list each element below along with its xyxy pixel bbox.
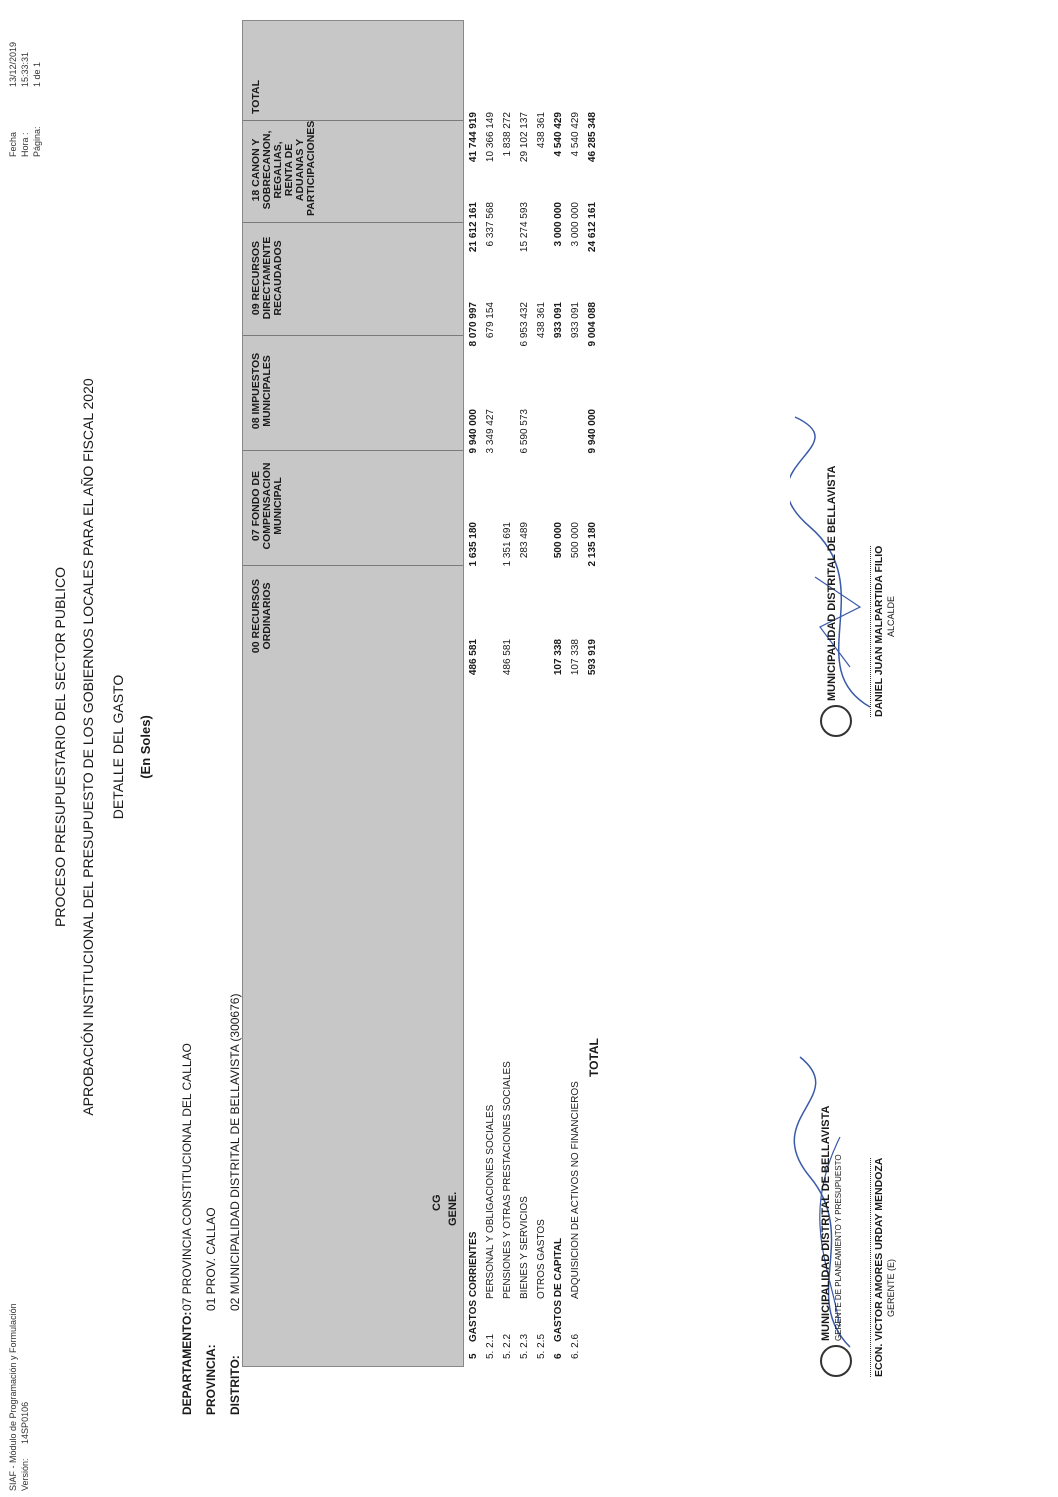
fecha-value: 13/12/2019 <box>8 41 18 87</box>
row-label: PENSIONES Y OTRAS PRESTACIONES SOCIALES <box>502 1061 513 1299</box>
cell-value: 500 000 <box>570 522 581 559</box>
row-label: OTROS GASTOS <box>536 1219 547 1299</box>
cell-value: 933 091 <box>553 302 564 339</box>
col-divider <box>243 565 463 566</box>
pagina-label: Página: <box>32 126 42 157</box>
distrito-label: DISTRITO: <box>228 1355 242 1415</box>
cell-value: 2 135 180 <box>587 522 598 567</box>
row-code: 5. 2.5 <box>536 1333 547 1359</box>
row-code: 5 <box>468 1353 479 1359</box>
left-signature-block <box>790 1037 940 1377</box>
cell-value: 3 000 000 <box>570 202 581 247</box>
row-label: GASTOS CORRIENTES <box>468 1231 479 1342</box>
cell-value: 283 489 <box>519 522 530 559</box>
version-value: 14SP0106 <box>20 1401 30 1444</box>
col-head-07: 07 FONDO DE COMPENSACION MUNICIPAL <box>250 462 284 550</box>
left-sig-org: MUNICIPALIDAD DISTRITAL DE BELLAVISTA <box>820 1105 832 1341</box>
cell-value: 679 154 <box>485 302 496 339</box>
cell-value: 4 540 429 <box>570 112 581 157</box>
cell-value: 593 919 <box>587 639 598 676</box>
distrito-value: 02 MUNICIPALIDAD DISTRITAL DE BELLAVISTA (300676) <box>228 993 242 1311</box>
left-sig-dept: GERENTE DE PLANEAMIENTO Y PRESUPUESTO <box>834 1154 843 1341</box>
cell-value: 46 285 348 <box>587 112 598 163</box>
cell-value: 107 338 <box>570 639 581 676</box>
cell-value: 9 004 088 <box>587 302 598 347</box>
cell-value: 9 940 000 <box>587 409 598 454</box>
cell-value: 438 361 <box>536 302 547 339</box>
cell-value: 8 070 997 <box>468 302 479 347</box>
meta-block <box>8 41 44 157</box>
row-code: 5. 2.2 <box>502 1333 513 1359</box>
cell-value: 15 274 593 <box>519 202 530 253</box>
title-3: DETALLE DEL GASTO <box>110 674 126 820</box>
cell-value: 1 838 272 <box>502 112 513 157</box>
hora-value: 15:33:31 <box>20 51 30 87</box>
cell-value: 6 590 573 <box>519 409 530 454</box>
col-head-09: 09 RECURSOS DIRECTAMENTE RECAUDADOS <box>250 236 284 320</box>
right-sig-role: ALCALDE <box>886 595 896 637</box>
version-label-text: Versión: <box>20 1458 30 1491</box>
title-2: APROBACIÓN INSTITUCIONAL DEL PRESUPUESTO DE LOS GOBIERNOS LOCALES PARA EL AÑO FISCAL 2020 <box>80 378 96 1116</box>
cell-value: 10 366 149 <box>485 112 496 163</box>
row-code: 6 <box>553 1353 564 1359</box>
col-divider <box>243 450 463 451</box>
cell-value: 486 581 <box>468 639 479 676</box>
col-head-00: 00 RECURSOS ORDINARIOS <box>250 578 273 654</box>
row-code: 5. 2.3 <box>519 1333 530 1359</box>
right-sig-name: DANIEL JUAN MALPARTIDA FILIO <box>870 546 885 717</box>
fecha-label: Fecha <box>8 131 18 157</box>
provincia-value: 01 PROV. CALLAO <box>204 1207 218 1311</box>
table-header-band <box>242 20 464 1367</box>
pagina-value: 1 de 1 <box>32 61 42 87</box>
cell-value: 107 338 <box>553 639 564 676</box>
left-sig-name: ECON. VICTOR AMORES URDAY MENDOZA <box>870 1158 885 1377</box>
provincia-label: PROVINCIA: <box>204 1344 218 1415</box>
row-label: GASTOS DE CAPITAL <box>553 1237 564 1342</box>
right-signature-block <box>790 397 940 737</box>
row-label: BIENES Y SERVICIOS <box>519 1196 530 1299</box>
cell-value: 6 953 432 <box>519 302 530 347</box>
cell-value: 3 000 000 <box>553 202 564 247</box>
cell-value: 500 000 <box>553 522 564 559</box>
departamento-value: 07 PROVINCIA CONSTITUCIONAL DEL CALLAO <box>180 1043 194 1311</box>
right-sig-org: MUNICIPALIDAD DISTRITAL DE BELLAVISTA <box>826 465 838 701</box>
left-sig-role: GERENTE (E) <box>886 1258 896 1317</box>
col-head-18: 18 CANON Y SOBRECANON, REGALIAS, RENTA DE ADUANAS Y PARTICIPACIONES <box>250 120 317 216</box>
cell-value: 933 091 <box>570 302 581 339</box>
system-name: SIAF - Módulo de Programación y Formulación <box>8 1303 18 1491</box>
cell-value: 24 612 161 <box>587 202 598 253</box>
cell-value: 1 635 180 <box>468 522 479 567</box>
title-1: PROCESO PRESUPUESTARIO DEL SECTOR PUBLICO <box>52 567 68 927</box>
cell-value: 486 581 <box>502 639 513 676</box>
cell-value: 29 102 137 <box>519 112 530 163</box>
row-label: PERSONAL Y OBLIGACIONES SOCIALES <box>485 1104 496 1299</box>
row-code: 5. 2.1 <box>485 1333 496 1359</box>
col-divider <box>243 120 463 121</box>
cell-value: 9 940 000 <box>468 409 479 454</box>
row-label: ADQUISICION DE ACTIVOS NO FINANCIEROS <box>570 1081 581 1299</box>
cell-value: 3 349 427 <box>485 409 496 454</box>
cell-value: 21 612 161 <box>468 202 479 253</box>
cell-value: 41 744 919 <box>468 112 479 163</box>
row-label: TOTAL <box>587 1038 601 1077</box>
gene-label: GENE. <box>447 1191 459 1226</box>
hora-label: Hora : <box>20 132 30 157</box>
version-label <box>20 1402 30 1491</box>
cell-value: 1 351 691 <box>502 522 513 567</box>
cell-value: 6 337 568 <box>485 202 496 247</box>
cell-value: 4 540 429 <box>553 112 564 157</box>
col-head-08: 08 IMPUESTOS MUNICIPALES <box>250 352 273 430</box>
cell-value: 438 361 <box>536 112 547 149</box>
cg-label: CG <box>431 1194 443 1211</box>
col-divider <box>243 335 463 336</box>
row-code: 6. 2.6 <box>570 1333 581 1359</box>
col-head-total: TOTAL <box>250 79 262 114</box>
title-4: (En Soles) <box>138 715 153 779</box>
col-divider <box>243 222 463 223</box>
departamento-label: DEPARTAMENTO: <box>180 1311 194 1415</box>
